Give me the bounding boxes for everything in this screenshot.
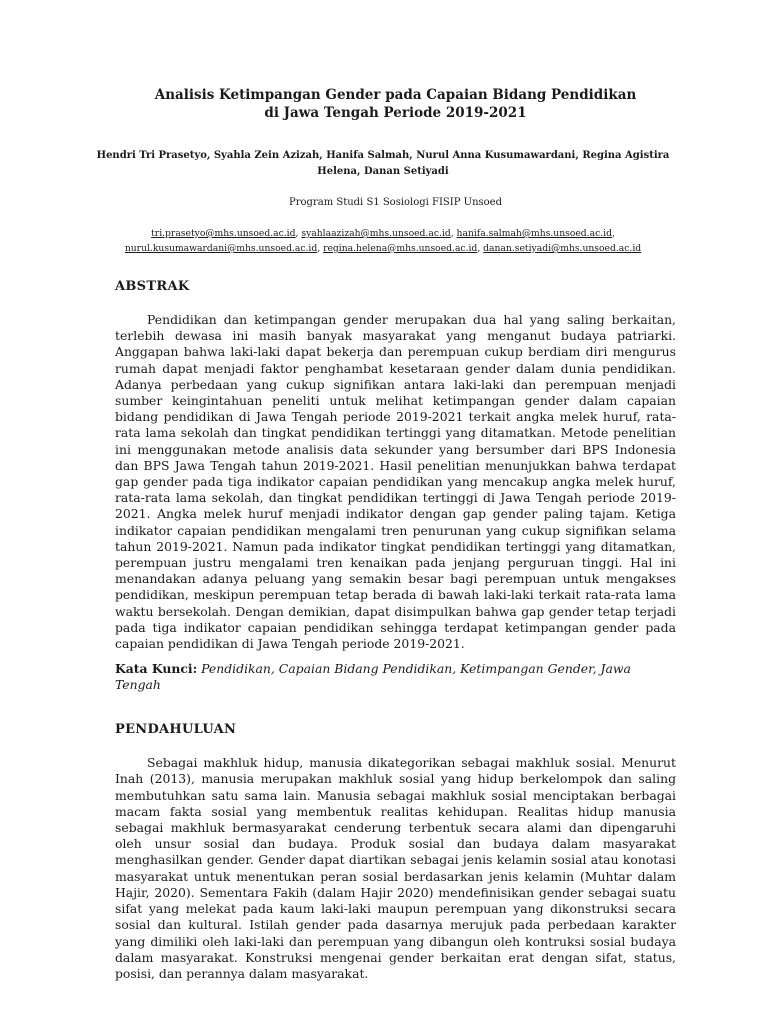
keywords-line <box>115 661 676 693</box>
abstract-paragraph: Pendidikan dan ketimpangan gender merupakan dua hal yang saling berkaitan, terlebih dewasa ini masih banyak masyarakat yang menganut budaya patriarki. Anggapan bahwa laki-laki dapat bekerja dan perempuan cukup berdiam diri mengurus rumah dapat menjadi faktor penghambat kesetaraan gender dalam dunia pendidikan. Adanya perbedaan yang cukup signifikan antara laki-laki dan perempuan menjadi sumber keingintahuan peneliti untuk melihat ketimpangan gender dalam capaian bidang pendidikan di Jawa Tengah periode 2019-2021 terkait angka melek huruf, rata-rata lama sekolah dan tingkat pendidikan tertinggi yang ditamatkan. Metode penelitian ini menggunakan metode analisis data sekunder yang bersumber dari BPS Indonesia dan BPS Jawa Tengah tahun 2019-2021. Hasil penelitian menunjukkan bahwa terdapat gap gender pada tiga indikator capaian pendidikan yang mencakup angka melek huruf, rata-rata lama sekolah, dan tingkat pendidikan tertinggi di Jawa Tengah periode 2019-2021. Angka melek huruf menjadi indikator dengan gap gender paling tajam. Ketiga indikator capaian pendidikan mengalami tren penurunan yang cukup signifikan selama tahun 2019-2021. Namun pada indikator tingkat pendidikan tertinggi yang ditamatkan, perempuan justru mengalami tren kenaikan pada jenjang perguruan tinggi. Hal ini menandakan adanya peluang yang semakin besar bagi perempuan untuk mengakses pendidikan, meskipun perempuan tetap berada di bawah laki-laki terkait rata-rata lama waktu bersekolah. Dengan demikian, dapat disimpulkan bahwa gap gender tetap terjadi pada tiga indikator capaian pendidikan sehingga terdapat ketimpangan gender pada capaian pendidikan di Jawa Tengah periode 2019-2021. <box>115 312 676 652</box>
email-link[interactable]: nurul.kusumawardani@mhs.unsoed.ac.id <box>124 243 318 254</box>
paper-title <box>115 86 676 122</box>
email-link[interactable]: syahlaazizah@mhs.unsoed.ac.id <box>301 228 451 239</box>
introduction-paragraph: Sebagai makhluk hidup, manusia dikategorikan sebagai makhluk sosial. Menurut Inah (2013), manusia merupakan makhluk sosial yang hidup berkelompok dan saling membutuhkan satu sama lain. Manusia sebagai makhluk sosial menciptakan berbagai macam fakta sosial yang membentuk realitas kehidupan. Realitas hidup manusia sebagai makhluk bermasyarakat cenderung terbentuk secara alami dan dipengaruhi oleh unsur sosial dan budaya. Produk sosial dan budaya dalam masyarakat menghasilkan gender. Gender dapat diartikan sebagai jenis kelamin sosial atau konotasi masyarakat untuk menentukan peran sosial berdasarkan jenis kelamin (Muhtar dalam Hajir, 2020). Sementara Fakih (dalam Hajir 2020) mendefinisikan gender sebagai suatu sifat yang melekat pada kaum laki-laki maupun perempuan yang dikonstruksi secara sosial dan kultural. Istilah gender pada dasarnya merujuk pada perbedaan karakter yang dimiliki oleh laki-laki dan perempuan yang dibangun oleh kontruksi sosial budaya dalam masyarakat. Konstruksi mengenai gender berkaitan erat dengan sifat, status, posisi, dan perannya dalam masyarakat. <box>115 755 676 981</box>
abstract-heading: ABSTRAK <box>115 279 190 294</box>
email-link[interactable]: hanifa.salmah@mhs.unsoed.ac.id <box>456 228 612 239</box>
paper-title-line-1: Analisis Ketimpangan Gender pada Capaian Bidang Pendidikan <box>154 87 637 103</box>
introduction-heading: PENDAHULUAN <box>115 722 237 738</box>
author-list: Hendri Tri Prasetyo, Syahla Zein Azizah, Hanifa Salmah, Nurul Anna Kusumawardani, Regina Agistira Helena, Danan Setiyadi <box>96 150 670 177</box>
paper-title-line-2: di Jawa Tengah Periode 2019-2021 <box>264 105 527 121</box>
affiliation: Program Studi S1 Sosiologi FISIP Unsoed <box>289 197 502 208</box>
email-link[interactable]: danan.setiyadi@mhs.unsoed.ac.id <box>483 243 642 254</box>
keywords-label: Kata Kunci: <box>115 661 198 677</box>
email-link[interactable]: tri.prasetyo@mhs.unsoed.ac.id <box>151 228 296 239</box>
email-link[interactable]: regina.helena@mhs.unsoed.ac.id <box>323 243 478 254</box>
email-list: tri.prasetyo@mhs.unsoed.ac.id, syahlaazizah@mhs.unsoed.ac.id, hanifa.salmah@mhs.unsoed.ac.id, nurul.kusumawardani@mhs.unsoed.ac.id, regina.helena@mhs.unsoed.ac.id, danan.setiyadi@mhs.unsoed.ac.id <box>124 228 642 254</box>
keywords-text: Pendidikan, Capaian Bidang Pendidikan, Ketimpangan Gender, Jawa Tengah <box>115 661 631 693</box>
